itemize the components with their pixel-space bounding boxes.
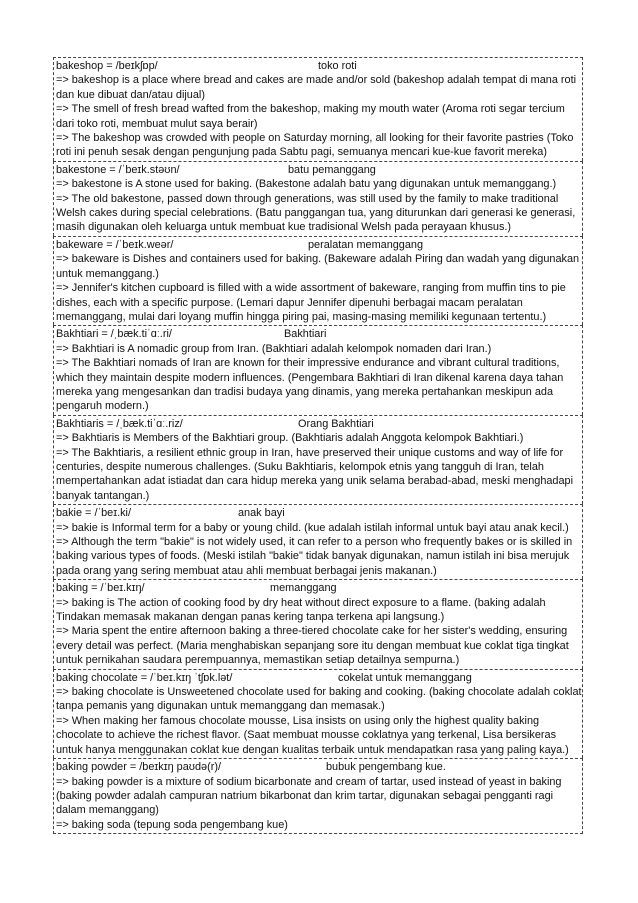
translation: anak bayi <box>238 507 285 520</box>
example-sentence: => baking is The action of cooking food by dry heat without direct exposure to a flame. (baking adalah Tindakan memasak makanan dengan panas kering tanpa terkena api langsung.) <box>56 596 546 624</box>
headword-pronunciation: bakestone = /ˈbeɪk.stəʊn/ <box>56 163 180 176</box>
headword-pronunciation: Bakhtiaris = /ˌbæk.tiˈɑː.riz/ <box>56 417 183 430</box>
example-sentence: => baking powder is a mixture of sodium bicarbonate and cream of tartar, used instead of yeast in baking (baking powder adalah campuran natrium bikarbonat dan krim tartar, digunakan sebagai pengganti ragi dalam memanggang) <box>56 775 562 817</box>
dictionary-entry <box>53 415 583 504</box>
example-sentence: => Although the term "bakie" is not widely used, it can refer to a person who frequently bakes or is skilled in baking various types of foods. (Meski istilah "bakie" tidak banyak digunakan, namun istilah ini bisa merujuk pada orang yang sering membuat atau ahli membuat berbagai jenis makanan.) <box>56 536 573 577</box>
entry-header <box>56 671 582 685</box>
dictionary-entry <box>53 504 583 579</box>
headword-pronunciation: bakie = /ˈbeɪ.ki/ <box>56 507 132 520</box>
translation: Bakhtiari <box>284 328 327 341</box>
example-sentence: => The smell of fresh bread wafted from the bakeshop, making my mouth water (Aroma roti segar tercium dari toko roti, membuat mulut saya berair) <box>56 103 565 130</box>
headword-pronunciation: baking powder = /beɪkɪŋ paʊdə(r)/ <box>56 761 221 774</box>
entry-header <box>56 581 582 595</box>
example-sentence: => Maria spent the entire afternoon baking a three-tiered chocolate cake for her sister's wedding, ensuring every detail was perfect. (Maria menghabiskan sepanjang sore itu dengan membuat kue coklat tiga tingkat untuk pernikahan saudara perempuannya, memastikan setiap detailnya sempurna.) <box>56 625 569 667</box>
entry-header <box>56 506 582 520</box>
headword-pronunciation: bakeshop = /beɪkʃɒp/ <box>56 60 158 72</box>
vocabulary-document <box>53 57 583 834</box>
entry-header <box>56 417 582 431</box>
example-sentence: => When making her famous chocolate mousse, Lisa insists on using only the highest quality baking chocolate to achieve the richest flavor. (Saat membuat mousse coklatnya yang terkenal, Lisa bersikeras untuk hanya menggunakan coklat kue dengan kualitas terbaik untuk mendapatkan rasa yang paling kaya.) <box>56 714 569 756</box>
example-sentence: => bakeware is Dishes and containers used for baking. (Bakeware adalah Piring dan wadah yang digunakan untuk memanggang.) <box>56 253 580 280</box>
translation: toko roti <box>318 60 357 72</box>
headword-pronunciation: bakeware = /ˈbeɪk.weər/ <box>56 238 174 251</box>
entry-header <box>56 163 582 177</box>
translation: cokelat untuk memanggang <box>338 671 472 684</box>
dictionary-entry <box>53 325 583 414</box>
entry-header <box>56 327 582 341</box>
entry-header <box>56 238 582 252</box>
example-sentence: => The old bakestone, passed down through generations, was still used by the family to make traditional Welsh cakes during special celebrations. (Batu panggangan tua, yang diturunkan dari generasi ke generasi, masih digunakan oleh keluarga untuk membuat kue tradisional Welsh pada perayaan khusus.) <box>56 192 576 234</box>
translation: peralatan memanggang <box>308 238 424 251</box>
example-sentence: => Jennifer's kitchen cupboard is filled with a wide assortment of bakeware, ranging from muffin tins to pie dishes, each with a specific purpose. (Lemari dapur Jennifer dipenuhi berbagai macam peralatan memanggang, mulai dari loyang muffin hingga piring pai, masing-masing memiliki kegunaan tertentu.) <box>56 282 566 323</box>
headword-pronunciation: baking = /ˈbeɪ.kɪŋ/ <box>56 582 145 595</box>
translation: memanggang <box>270 582 337 595</box>
headword-pronunciation: Bakhtiari = /ˌbæk.tiˈɑː.ri/ <box>56 328 172 341</box>
example-sentence: => The Bakhtiaris, a resilient ethnic group in Iran, have preserved their unique customs and way of life for centuries, despite numerous challenges. (Suku Bakhtiaris, kelompok etnis yang tangguh di Iran, telah mempertahankan adat istiadat dan cara hidup mereka yang unik selama berabad-abad, meski menghadapi banyak tantangan.) <box>56 446 574 502</box>
entry-header <box>56 760 582 774</box>
example-sentence: => Bakhtiari is A nomadic group from Iran. (Bakhtiari adalah kelompok nomaden dari Iran.) <box>56 342 492 355</box>
example-sentence: => bakie is Informal term for a baby or young child. (kue adalah istilah informal untuk bayi atau anak kecil.) <box>56 521 569 534</box>
translation: Orang Bakhtiari <box>298 417 374 430</box>
dictionary-entry <box>53 236 583 325</box>
headword-pronunciation: baking chocolate = /ˈbeɪ.kɪŋ ˈtʃɒk.lət/ <box>56 671 233 684</box>
example-sentence: => The bakeshop was crowded with people on Saturday morning, all looking for their favorite pastries (Toko roti ini penuh sesak dengan pengunjung pada Sabtu pagi, semuanya mencari kue-kue favorit mereka) <box>56 132 574 159</box>
example-sentence: => bakeshop is a place where bread and cakes are made and/or sold (bakeshop adalah tempat di mana roti dan kue dibuat dan/atau dijual) <box>56 74 577 101</box>
dictionary-entry <box>53 758 583 834</box>
dictionary-entry <box>53 161 583 236</box>
dictionary-entry <box>53 579 583 668</box>
translation: bubuk pengembang kue. <box>326 761 446 774</box>
example-sentence: => The Bakhtiari nomads of Iran are known for their impressive endurance and vibrant cultural traditions, which they maintain despite modern influences. (Pengembara Bakhtiari di Iran dikenal karena daya tahan mereka yang mengesankan dan tradisi budaya yang dinamis, yang mereka pertahankan meskipun ada pengaruh modern.) <box>56 357 564 413</box>
entry-header <box>56 59 582 73</box>
dictionary-entry <box>53 669 583 758</box>
example-sentence: => baking chocolate is Unsweetened chocolate used for baking and cooking. (baking chocolate adalah coklat tanpa pemanis yang digunakan untuk memanggang dan memasak.) <box>56 686 582 713</box>
translation: batu pemanggang <box>288 163 376 176</box>
example-sentence: => Bakhtiaris is Members of the Bakhtiari group. (Bakhtiaris adalah Anggota kelompok Bakhtiari.) <box>56 432 524 445</box>
dictionary-entry <box>53 57 583 161</box>
example-sentence: => bakestone is A stone used for baking. (Bakestone adalah batu yang digunakan untuk memanggang.) <box>56 178 557 191</box>
example-sentence: => baking soda (tepung soda pengembang kue) <box>56 818 288 831</box>
